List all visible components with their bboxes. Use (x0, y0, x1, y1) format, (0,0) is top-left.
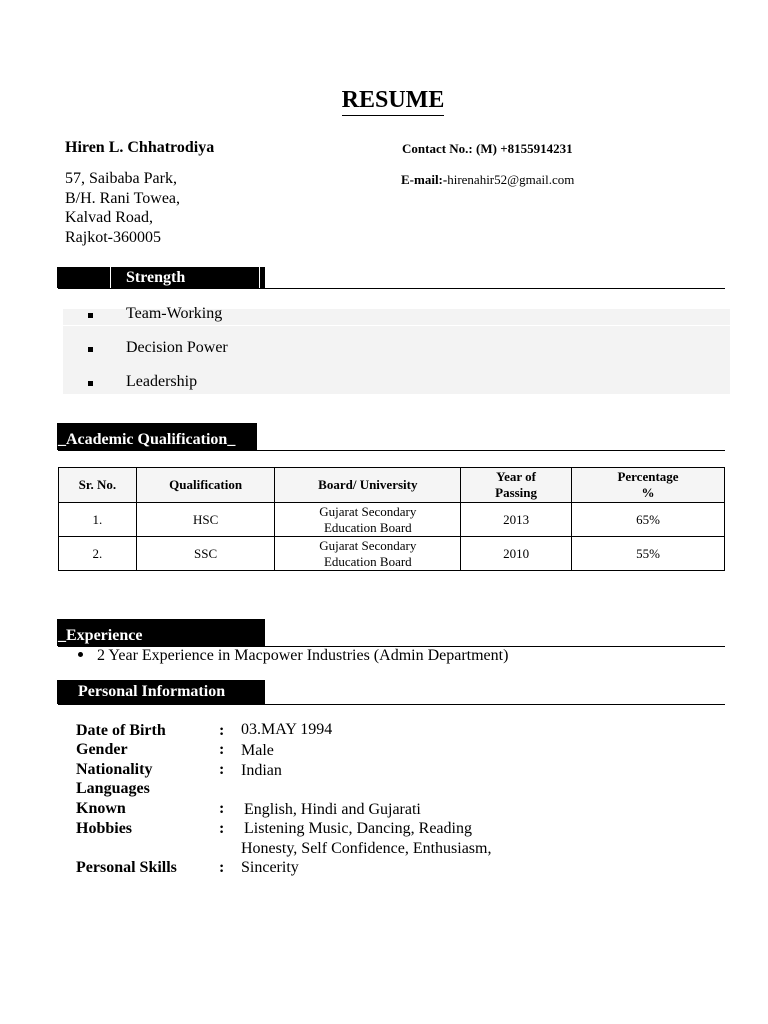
personal-heading: Personal Information (78, 683, 226, 700)
nationality-label: Nationality (76, 761, 153, 778)
address-line: 57, Saibaba Park, (65, 170, 177, 187)
table-cell: Gujarat Secondary Education Board (275, 503, 461, 537)
qualification-table (58, 467, 725, 571)
strength-heading: Strength (126, 269, 186, 286)
languages-value: English, Hindi and Gujarati (244, 801, 421, 818)
bullet-square-icon (88, 313, 93, 318)
section-rule (58, 704, 725, 705)
skills-value-cont: Sincerity (241, 859, 299, 876)
column-header: Percentage % (572, 468, 725, 503)
table-row (59, 503, 725, 537)
separator: : (219, 820, 225, 837)
academic-heading: _Academic Qualification_ (58, 431, 236, 448)
bullet-dot-icon (78, 652, 83, 657)
table-header-row (59, 468, 725, 503)
panel-stripe (63, 325, 730, 326)
table-cell: Gujarat Secondary Education Board (275, 537, 461, 571)
table-cell: 1. (59, 503, 137, 537)
heading-divider (259, 267, 260, 288)
email-address: hirenahir52@gmail.com (447, 172, 575, 187)
contact-number: Contact No.: (M) +8155914231 (402, 141, 573, 156)
heading-divider (110, 267, 111, 288)
separator: : (219, 722, 225, 739)
address-line: B/H. Rani Towea, (65, 190, 181, 207)
column-header: Board/ University (275, 468, 461, 503)
address-line: Rajkot-360005 (65, 229, 161, 246)
candidate-name: Hiren L. Chhatrodiya (65, 139, 215, 156)
address-line: Kalvad Road, (65, 209, 153, 226)
hobbies-label: Hobbies (76, 820, 133, 837)
bullet-square-icon (88, 381, 93, 386)
nationality-value: Indian (241, 762, 282, 779)
column-header: Sr. No. (59, 468, 137, 503)
skills-value: Honesty, Self Confidence, Enthusiasm, (241, 840, 492, 857)
table-row (59, 537, 725, 571)
gender-value: Male (241, 742, 274, 759)
table-cell: 2. (59, 537, 137, 571)
resume-title: RESUME (0, 86, 768, 116)
dob-value: 03.MAY 1994 (241, 721, 333, 738)
bullet-square-icon (88, 347, 93, 352)
separator: : (219, 761, 225, 778)
separator: : (219, 859, 225, 876)
section-rule (58, 288, 725, 289)
table-cell: 2013 (461, 503, 572, 537)
section-rule (58, 450, 725, 451)
column-header: Year of Passing (461, 468, 572, 503)
separator: : (219, 800, 225, 817)
experience-heading: _Experience (58, 627, 143, 644)
table-cell: HSC (136, 503, 275, 537)
skills-label: Personal Skills (76, 859, 177, 876)
table-cell: SSC (136, 537, 275, 571)
email-line (401, 172, 574, 188)
email-label: E-mail:- (401, 172, 448, 187)
separator: : (219, 741, 225, 758)
languages-label-cont: Known (76, 800, 126, 817)
column-header: Qualification (136, 468, 275, 503)
table-cell: 55% (572, 537, 725, 571)
table-cell: 65% (572, 503, 725, 537)
list-item: 2 Year Experience in Macpower Industries (Admin Department) (78, 647, 508, 665)
languages-label: Languages (76, 780, 150, 797)
gender-label: Gender (76, 741, 128, 758)
hobbies-value: Listening Music, Dancing, Reading (244, 820, 472, 837)
table-cell: 2010 (461, 537, 572, 571)
dob-label: Date of Birth (76, 722, 166, 739)
